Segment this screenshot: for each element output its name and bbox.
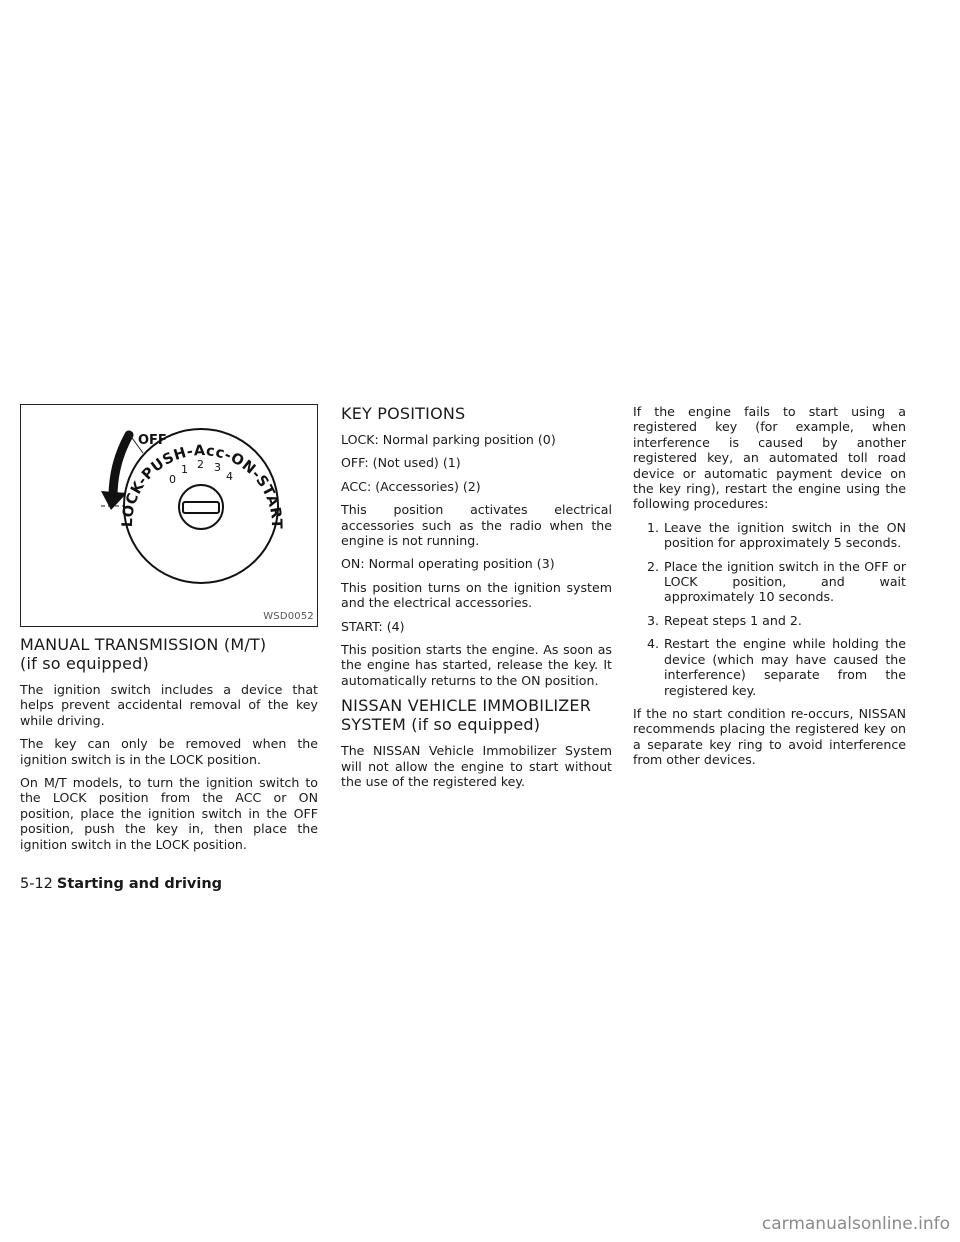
middle-column <box>341 404 612 798</box>
position-4: 4 <box>226 470 233 483</box>
list-item <box>633 559 906 605</box>
step-number: 4. <box>646 636 659 652</box>
ring-text: LOCK-PUSH-Acc-ON-START <box>119 443 285 530</box>
step-number: 1. <box>646 519 659 535</box>
list-item <box>633 636 906 698</box>
page-footer <box>20 876 222 892</box>
step-text: Place the ignition switch in the OFF or LOCK position, and wait approximately 10 seconds. <box>664 558 906 605</box>
manual-transmission-heading <box>20 635 318 673</box>
paragraph: The ignition switch includes a device that helps prevent accidental removal of the key while driving. <box>20 682 318 728</box>
paragraph: OFF: (Not used) (1) <box>341 455 461 471</box>
heading-line-1: NISSAN VEHICLE IMMOBILIZER <box>341 696 592 716</box>
key-positions-heading: KEY POSITIONS <box>341 404 466 423</box>
step-number: 2. <box>646 558 659 574</box>
ignition-switch-illustration <box>21 405 317 626</box>
paragraph: START: (4) <box>341 618 405 634</box>
section-title: Starting and driving <box>56 876 223 892</box>
watermark: carmanualsonline.info <box>761 1214 950 1234</box>
step-text: Leave the ignition switch in the ON position for approximately 5 seconds. <box>664 519 906 551</box>
heading-line-2: SYSTEM (if so equipped) <box>341 715 541 735</box>
paragraph: If the engine fails to start using a registered key (for example, when interference is caused by another registered key, an automated toll road device or automatic payment device on the key ring), restart the engine using the following procedures: <box>633 404 906 512</box>
list-item <box>633 520 906 551</box>
step-number: 3. <box>646 612 659 628</box>
position-0: 0 <box>169 473 176 486</box>
figure-code: WSD0052 <box>263 610 314 622</box>
paragraph: LOCK: Normal parking position (0) <box>341 432 556 447</box>
left-column <box>20 404 318 860</box>
ignition-switch-figure <box>20 404 318 627</box>
paragraph: ACC: (Accessories) (2) <box>341 478 481 494</box>
paragraph: If the no start condition re-occurs, NISSAN recommends placing the registered key on a separate key ring to avoid interference from other devices. <box>633 705 906 768</box>
paragraph: On M/T models, to turn the ignition switch to the LOCK position from the ACC or ON position, place the ignition switch in the OFF position, push the key in, then place the ignition switch in the LOCK position. <box>20 775 318 852</box>
procedure-list <box>633 520 906 698</box>
paragraph: This position starts the engine. As soon as the engine has started, release the key. It automatically returns to the ON position. <box>341 642 612 688</box>
paragraph: The key can only be removed when the ignition switch is in the LOCK position. <box>20 736 318 767</box>
immobilizer-heading <box>341 696 612 734</box>
paragraph: This position turns on the ignition system and the electrical accessories. <box>341 579 612 611</box>
paragraph: ON: Normal operating position (3) <box>341 556 555 572</box>
position-1: 1 <box>181 463 188 476</box>
page-number: 5-12 <box>20 876 53 892</box>
step-text: Restart the engine while holding the device (which may have caused the interference) separate from the registered key. <box>664 636 906 698</box>
heading-line-2: (if so equipped) <box>20 654 149 673</box>
paragraph: The NISSAN Vehicle Immobilizer System will not allow the engine to start without the use of the registered key. <box>341 743 612 790</box>
position-2: 2 <box>197 458 204 471</box>
list-item <box>633 613 906 628</box>
heading-line-1: MANUAL TRANSMISSION (M/T) <box>20 635 267 654</box>
position-3: 3 <box>214 461 221 474</box>
paragraph: This position activates electrical accessories such as the radio when the engine is not running. <box>341 502 612 549</box>
step-text: Repeat steps 1 and 2. <box>664 612 802 628</box>
right-column <box>633 404 906 776</box>
off-label: OFF <box>138 433 167 448</box>
